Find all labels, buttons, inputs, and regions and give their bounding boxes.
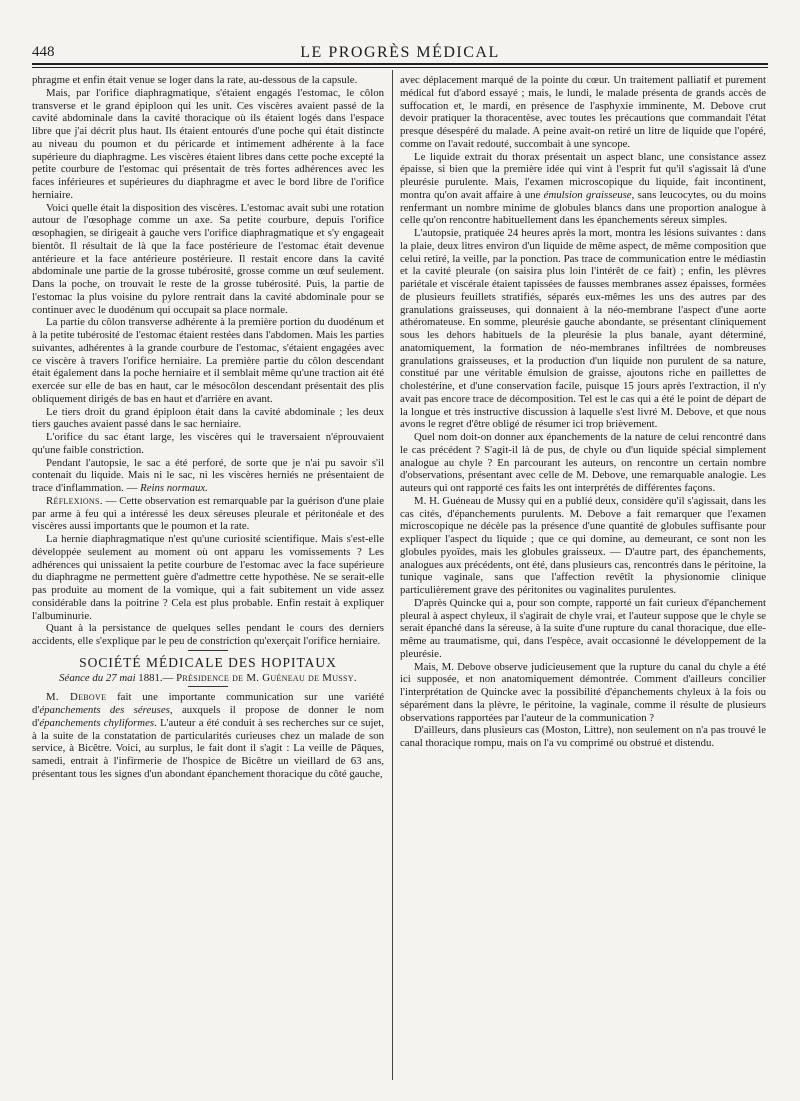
paragraph: phragme et enfin était venue se loger dans la rate, au-dessous de la capsule.: [32, 74, 358, 86]
paragraph: La hernie diaphragmatique n'est qu'une curiosité scientifique. Mais s'est-elle développée seulement au moment où ont apparu les vomissements ? Les adhérences qui unissaient la petite courbure de l'estomac avec la face supérieure du diaphragme ne permettent guère d'admettre cette hypothèse. Ne se serait-elle pas produite au moment de la vomique, qui a fait subitement un vide assez considérable dans la poitrine ? Cela est plus probable. Enfin restait à expliquer l'albuminurie.: [32, 533, 384, 622]
seance-date: Séance du 27 mai: [59, 671, 136, 684]
paragraph: Mais, par l'orifice diaphragmatique, s'étaient engagés l'estomac, le côlon transverse et le grand épiploon qui les unit. Ces viscères avaient passé de la cavité abdominale dans la cavité thoracique où ils étaient logés dans l'espace libre que j'ai décrit plus haut. Ils étaient entourés d'une poche qui était distincte au niveau du poumon et du péricarde et intimement adhérente à la face supérieure du diaphragme. Les viscères étaient libres dans cette poche excepté la petite courbure de l'estomac qui présentait de très fortes adhérences avec les faces inférieures et supérieures du diaphragme et avec le bord libre de l'orifice herniaire.: [32, 86, 384, 201]
paragraph: La partie du côlon transverse adhérente à la première portion du duodénum et à la petite tubérosité de l'estomac étaient restées dans l'abdomen. Mais les parties suivantes, adhérentes à la grande courbure de l'estomac, s'étaient engagées avec ce viscère à travers l'orifice herniaire. La première partie du côlon descendant était également dans la poche herniaire et il semblait même qu'une traction ait été exercée sur elle de bas en haut, car le mésocôlon descendant présentait des plis obliquement dirigés de bas en haut et d'arrière en avant.: [32, 316, 384, 405]
paragraph: [400, 151, 766, 228]
section-rule: [188, 650, 228, 651]
italic-term: épanchements chyliformes: [39, 716, 155, 729]
author-signature: Reins normaux.: [140, 482, 208, 494]
seance-line: [32, 672, 384, 685]
paragraph-text: Le liquide extrait du thorax présentait un aspect blanc, une consistance assez épaisse, si bien que la première idée qui vint à l'esprit fut qu'il s'agissait là d'une pleurésie purulente. Mais, l'examen microscopique du liquide, fait incontinent, montra qu'on avait affaire à une: [400, 150, 766, 201]
paragraph: M. H. Guéneau de Mussy qui en a publié deux, considère qu'il s'agissait, dans les cas cités, d'épanchements purulents. M. Debove a fait remarquer que l'examen microscopique ne décèle pas la présence d'une quantité de globules suffisante pour expliquer l'aspect du liquide ; que ce qui domine, au demeurant, ce sont non les globules pyoïdes, mais les globules graisseux. — D'autre part, des épanchements, analogues aux précédents, ont été, dans plusieurs cas, rencontrés dans le péritoine, la tunique vaginale, sans que l'affection revêtît la physionomie clinique particulièrement grave des péritonites ou vaginalites purulentes.: [400, 494, 766, 596]
paragraph-text: , auxquels il propose de donner le nom d': [32, 704, 384, 729]
paragraph: L'orifice du sac étant large, les viscères qui le traversaient n'éprouvaient qu'une faible constriction.: [32, 431, 384, 456]
italic-term: épanchements des séreuses: [39, 704, 170, 716]
paragraph: Quant à la persistance de quelques selles pendant le cours des derniers accidents, elle s'explique par le peu de constriction qu'exerçait l'orifice herniaire.: [32, 622, 384, 647]
paragraph: Le tiers droit du grand épiploon était dans la cavité abdominale ; les deux tiers gauches avaient passé dans le sac herniaire.: [32, 405, 384, 431]
paragraph: D'ailleurs, dans plusieurs cas (Moston, Littre), non seulement on n'a pas trouvé le canal thoracique rompu, mais on l'a vu comprimé ou obstrué et distendu.: [400, 724, 766, 749]
paragraph: D'après Quincke qui a, pour son compte, rapporté un fait curieux d'épanchement pleural à aspect chyleux, il s'agirait de chyle vrai, et l'auteur suppose que le chyle se serait épanché dans la séreuse, à la suite d'une rupture du canal thoracique, due elle-même au traumatisme, qui, dans l'espèce, avait occasionné le développement de la pleurésie.: [400, 596, 766, 660]
paragraph: [32, 495, 384, 533]
paragraph-text: fait une importante communication sur une variété d': [32, 691, 384, 716]
paragraph: [32, 691, 384, 780]
paragraph: [32, 457, 384, 495]
header-rule: [32, 63, 768, 65]
paragraph-text: — Cette observation est remarquable par la guérison d'une plaie par arme à feu qui a intéressé les deux séreuses pleurale et péritonéale et des viscères aussi importants que le poumon et la rate.: [32, 494, 384, 533]
paragraph: Voici quelle était la disposition des viscères. L'estomac avait subi une rotation autour de l'œsophage comme un axe. Sa petite courbure, depuis l'orifice œsophagien, se dirigeait à gauche vers l'orifice diaphragmatique et s'y engageait bientôt. Il résultait de là que la face postérieure de l'estomac était devenue antérieure et la face antérieure postérieure. Il restait encore dans la cavité abdominale une partie de la grosse tubérosité, grosse comme un œuf seulement. Dans la poche, on trouvait le reste de la grosse tubérosité. Puis, la partie de l'estomac la plus voisine du pylore rentrait dans la cavité abdominale pour se continuer avec le duodénum qui occupait sa place normale.: [32, 201, 384, 316]
header-rule-thin: [32, 67, 768, 68]
seance-year: 1881.—: [135, 671, 177, 684]
seance-presidence: Présidence de M. Guéneau de Mussy.: [176, 671, 357, 684]
paragraph: Mais, M. Debove observe judicieusement que la rupture du canal du chyle a été ici supposée, et non anatomiquement démontrée. Comment d'ailleurs concilier l'interprétation de Quincke avec la possibilité d'épanchements chyleux à la fois ou séparément dans la plèvre, le péritoine, la vaginale, comme il résulte de plusieurs observations rapportées par l'auteur de la communication ?: [400, 660, 766, 724]
italic-term: émulsion graisseuse: [543, 188, 632, 201]
reflexions-lead: Réflexions.: [46, 494, 103, 507]
paragraph: Quel nom doit-on donner aux épanchements de la nature de celui rencontré dans le cas précédent ? S'agit-il là de pus, de chyle ou d'un liquide spécial simplement analogue au chyle ? En parcourant les auteurs, on rencontre un certain nombre d'observations, présentant avec celle de M. Debove, une remarquable analogie. Les auteurs qui ont rapporté ces faits les ont interprétés de différentes façons.: [400, 431, 766, 494]
left-column: [32, 74, 384, 781]
speaker-name: M. Debove: [46, 691, 107, 704]
right-column: [400, 74, 766, 750]
section-title: SOCIÉTÉ MÉDICALE DES HOPITAUX: [79, 654, 337, 670]
paragraph: avec déplacement marqué de la pointe du cœur. Un traitement palliatif et purement médical fut d'abord essayé ; mais, le lundi, le malade présenta de grands accès de suffocation et, le mardi, en présence de l'asphyxie imminente, M. Debove crut devoir pratiquer la thoracentèse, avec toutes les précautions que commandait l'état presque désespéré du malade. A peine avait-on retiré un litre de liquide que l'opéré, comme on l'avait redouté, succombait à une syncope.: [400, 74, 766, 150]
paragraph-text: Pendant l'autopsie, le sac a été perforé, de sorte que je n'ai pu savoir s'il contenait du liquide. Mais ni le sac, ni les viscères herniés ne présentaient de trace d'inflammation. —: [32, 456, 384, 494]
paragraph-text: . L'auteur a été conduit à ses recherches sur ce sujet, à la suite de la constatation de particularités curieuses chez un malade de son service, à Bicêtre. Voici, au surplus, le fait dont il s'agit : La veille de Pâques, samedi, entrait à l'infirmerie de l'hospice de Bicêtre un vieillard de 63 ans, présentant tous les signes d'un abondant épanchement thoracique du côté gauche,: [32, 716, 385, 780]
section-rule: [188, 686, 228, 687]
paragraph-text: , sans leucocytes, ou du moins renfermant un nombre minime de globules blancs dans une proportion analogue à celle qu'on rencontre habituellement dans les épanchements séreux simples.: [400, 188, 766, 227]
column-divider: [392, 70, 393, 1080]
page-number: 448: [32, 44, 55, 60]
paragraph: L'autopsie, pratiquée 24 heures après la mort, montra les lésions suivantes : dans la plaie, deux litres environ d'un liquide de même aspect, de même composition que celui retiré, la veille, par la ponction. Pas trace de communication entre le médiastin et la cavité pleurale (on saisira plus loin l'intérêt de ce fait) ; enfin, les plèvres pariétale et viscérale étaient tapissées de fausses membranes assez épaisses, formées de plusieurs feuillets stratifiés, séparés eux-mêmes les uns des autres par des granulations graisseuses, qui donnaient à la néo-membrane l'aspect d'une aorte athéromateuse. En somme, pleurésie gauche abondante, se présentant cliniquement sous les dehors habituels de la pleurésie la plus banale, ayant déterminé, anatomiquement, la formation de néo-membranes infiltrées de nombreuses granulations graisseuses, et la production d'un liquide non purulent de sa nature, constitué par une véritable émulsion de graisse, ajoutons riche en paillettes de cholestérine, et d'une conservation facile, puisque 15 jours après l'extraction, il n'y avait pas encore trace de décomposition. Tel est le cas qui a été le point de départ de la longue et très instructive discussion à laquelle s'est livré M. Debove, et que nous avons le regret d'être obligé de résumer ici trop brièvement.: [400, 227, 766, 431]
running-title: LE PROGRÈS MÉDICAL: [300, 44, 500, 61]
